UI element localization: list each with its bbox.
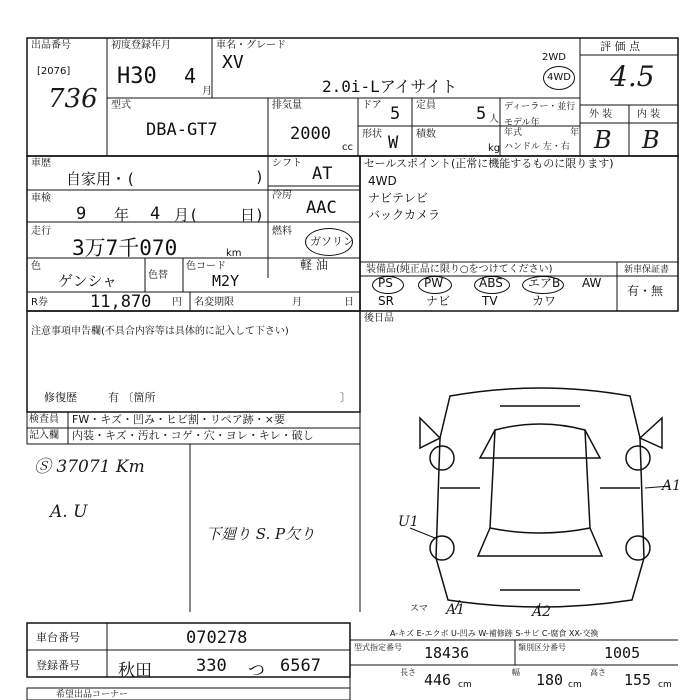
year-char: 年: [570, 128, 580, 138]
fuel-label: 燃料: [272, 226, 292, 237]
length-unit: cm: [458, 680, 472, 690]
checker-row2-items: 内装・キズ・汚れ・コゲ・穴・ヨレ・キレ・破し: [72, 429, 314, 442]
warranty-value: 有・無: [627, 284, 664, 298]
usage-close: ): [255, 168, 265, 186]
usage-label: 車歴: [31, 158, 51, 169]
repair-value: 有 〔箇所: [108, 391, 156, 404]
capacity-unit: 人: [489, 114, 499, 125]
equip-airbag: エアB: [528, 276, 561, 290]
spec-no-value: 18436: [424, 644, 470, 662]
dealer-label: ディーラー・並行: [504, 102, 576, 112]
recycle-unit: 円: [172, 297, 182, 308]
recycle-value: 11,870: [90, 292, 152, 312]
insp-month: 4: [150, 204, 161, 224]
displacement-unit: cc: [342, 142, 353, 153]
shift-value: AT: [312, 164, 333, 184]
diagram-mark-a1-right: A1: [662, 478, 682, 494]
color-value: ゲンシャ: [58, 272, 118, 290]
equip-abs: ABS: [479, 276, 503, 290]
capacity-value: 5: [476, 104, 487, 124]
displacement-value: 2000: [290, 124, 331, 144]
height-unit: cm: [658, 680, 672, 690]
score-label: 評 価 点: [600, 40, 640, 53]
equip-leather: カワ: [532, 294, 557, 308]
height-label: 高さ: [590, 668, 606, 677]
mileage-label: 走行: [31, 226, 51, 237]
dealer-year-label: 年式: [504, 128, 523, 138]
drive-2wd: 2WD: [542, 52, 566, 63]
sales-point-item: バックカメラ: [368, 208, 441, 222]
length-label: 長さ: [400, 668, 416, 677]
deadline-month: 月: [292, 297, 302, 308]
mileage-unit: km: [226, 248, 242, 259]
model-year-label: モデル年: [504, 118, 540, 128]
equip-ps: PS: [378, 276, 393, 290]
color-code-value: M2Y: [212, 272, 240, 290]
car-diagram: [400, 378, 680, 618]
displacement-label: 排気量: [272, 100, 302, 111]
drive-4wd: 4WD: [547, 72, 571, 83]
repair-close: 〕: [340, 391, 351, 404]
ac-label: 冷房: [272, 190, 292, 201]
inspection-label: 車検: [31, 193, 51, 204]
checker-row2-label: 記入欄: [29, 430, 59, 441]
later-items-label: 後日品: [364, 313, 394, 324]
score: 4.5: [610, 60, 655, 93]
fuel-gas: ガソリン: [310, 235, 354, 248]
owner-label: 希望出品コーナー: [56, 690, 129, 700]
load-label: 積数: [416, 129, 436, 140]
equip-pw: PW: [424, 276, 444, 290]
insp-day-unit: 日): [240, 206, 265, 224]
category-label: 類別区分番号: [518, 643, 566, 652]
sales-points-label: セールスポイント(正常に機能するものに限ります): [364, 157, 614, 170]
shift-label: シフト: [272, 158, 302, 169]
interior-grade: B: [642, 126, 660, 154]
repair-label: 修復歴: [44, 391, 77, 404]
diagram-mark-a1-bottom: A1: [446, 602, 466, 618]
chassis-label: 車台番号: [36, 631, 80, 644]
model-value: DBA-GT7: [146, 120, 218, 140]
plate-class: 330: [196, 656, 227, 676]
capacity-label: 定員: [416, 100, 436, 111]
car-name-label: 車名・グレード: [216, 40, 286, 51]
sales-point-item: ナビテレビ: [368, 191, 428, 205]
model-label: 型式: [111, 100, 131, 111]
interior-label: 内 装: [637, 109, 661, 120]
category-value: 1005: [604, 644, 641, 662]
fuel-diesel: 軽 油: [300, 258, 328, 272]
lot-sub: [2076]: [37, 66, 71, 77]
usage-value: 自家用・(: [66, 170, 136, 188]
notes-label: 注意事項申告欄(不具合内容等は具体的に記入して下さい): [31, 326, 289, 337]
month-unit: 月: [202, 86, 212, 97]
equip-sr: SR: [378, 294, 394, 308]
recycle-label: R券: [31, 297, 48, 308]
insp-month-unit: 月(: [174, 206, 199, 224]
diagram-mark-a2: A2: [532, 604, 552, 620]
deadline-day: 日: [344, 297, 354, 308]
equip-aw: AW: [582, 276, 602, 290]
width-unit: cm: [568, 680, 582, 690]
ac-value: AAC: [306, 198, 337, 218]
handwritten-au: A. U: [50, 502, 88, 522]
load-unit: kg: [488, 143, 501, 154]
handwritten-mileage: Ⓢ 37071 Km: [34, 457, 145, 477]
insp-year-unit: 年: [114, 206, 130, 224]
width-label: 幅: [512, 668, 520, 677]
body-label: 形状: [362, 129, 382, 140]
body-value: W: [388, 133, 399, 153]
color-code-label: 色コード: [186, 261, 226, 272]
checker-row1-items: FW・キズ・凹み・ヒビ割・リペア跡・×要: [72, 413, 285, 426]
handle-label: ハンドル 左・右: [504, 142, 570, 152]
spec-no-label: 型式指定番号: [354, 643, 402, 652]
color-type-label: 色替: [148, 270, 168, 281]
warranty-label: 新車保証書: [624, 265, 670, 275]
mileage-value: 3万7千070: [72, 236, 178, 260]
height-value: 155: [624, 671, 652, 689]
color-label: 色: [31, 261, 41, 272]
insp-year: 9: [76, 204, 87, 224]
equipment-label: 装備品(純正品に限り○をつけてください): [366, 264, 553, 275]
exterior-label: 外 装: [589, 109, 613, 120]
handwritten-underbody: 下廻り S. P欠り: [206, 525, 316, 543]
reg-deadline-label: 名変期限: [194, 297, 234, 308]
first-reg-year: H30: [117, 64, 157, 89]
plate-kana: つ: [248, 661, 265, 681]
plate-number: 6567: [280, 656, 321, 676]
first-reg-month: 4: [184, 64, 197, 88]
exterior-grade: B: [594, 126, 612, 154]
width-value: 180: [536, 671, 564, 689]
grade: 2.0i-Lアイサイト: [322, 77, 458, 96]
length-value: 446: [424, 671, 452, 689]
car-name: XV: [222, 52, 244, 73]
doors-label: ドア: [362, 100, 382, 111]
diagram-mark-suma: スマ: [410, 604, 428, 614]
first-reg-label: 初度登録年月: [111, 40, 171, 51]
sales-point-item: 4WD: [368, 174, 397, 188]
doors-value: 5: [390, 104, 401, 124]
checker-row1-label: 検査員: [29, 414, 59, 425]
diagram-mark-u1: U1: [398, 514, 419, 530]
equip-navi: ナビ: [426, 294, 451, 308]
lot-number: 736: [48, 84, 98, 114]
plate-region: 秋田: [118, 661, 152, 681]
chassis-value: 070278: [186, 628, 248, 648]
plate-label: 登録番号: [36, 659, 80, 672]
lot-label: 出品番号: [31, 40, 71, 51]
equip-tv: TV: [482, 294, 498, 308]
damage-legend: A-キズ E-エクボ U-凹み W-補修跡 S-サビ C-腐食 XX-交換: [390, 629, 599, 638]
